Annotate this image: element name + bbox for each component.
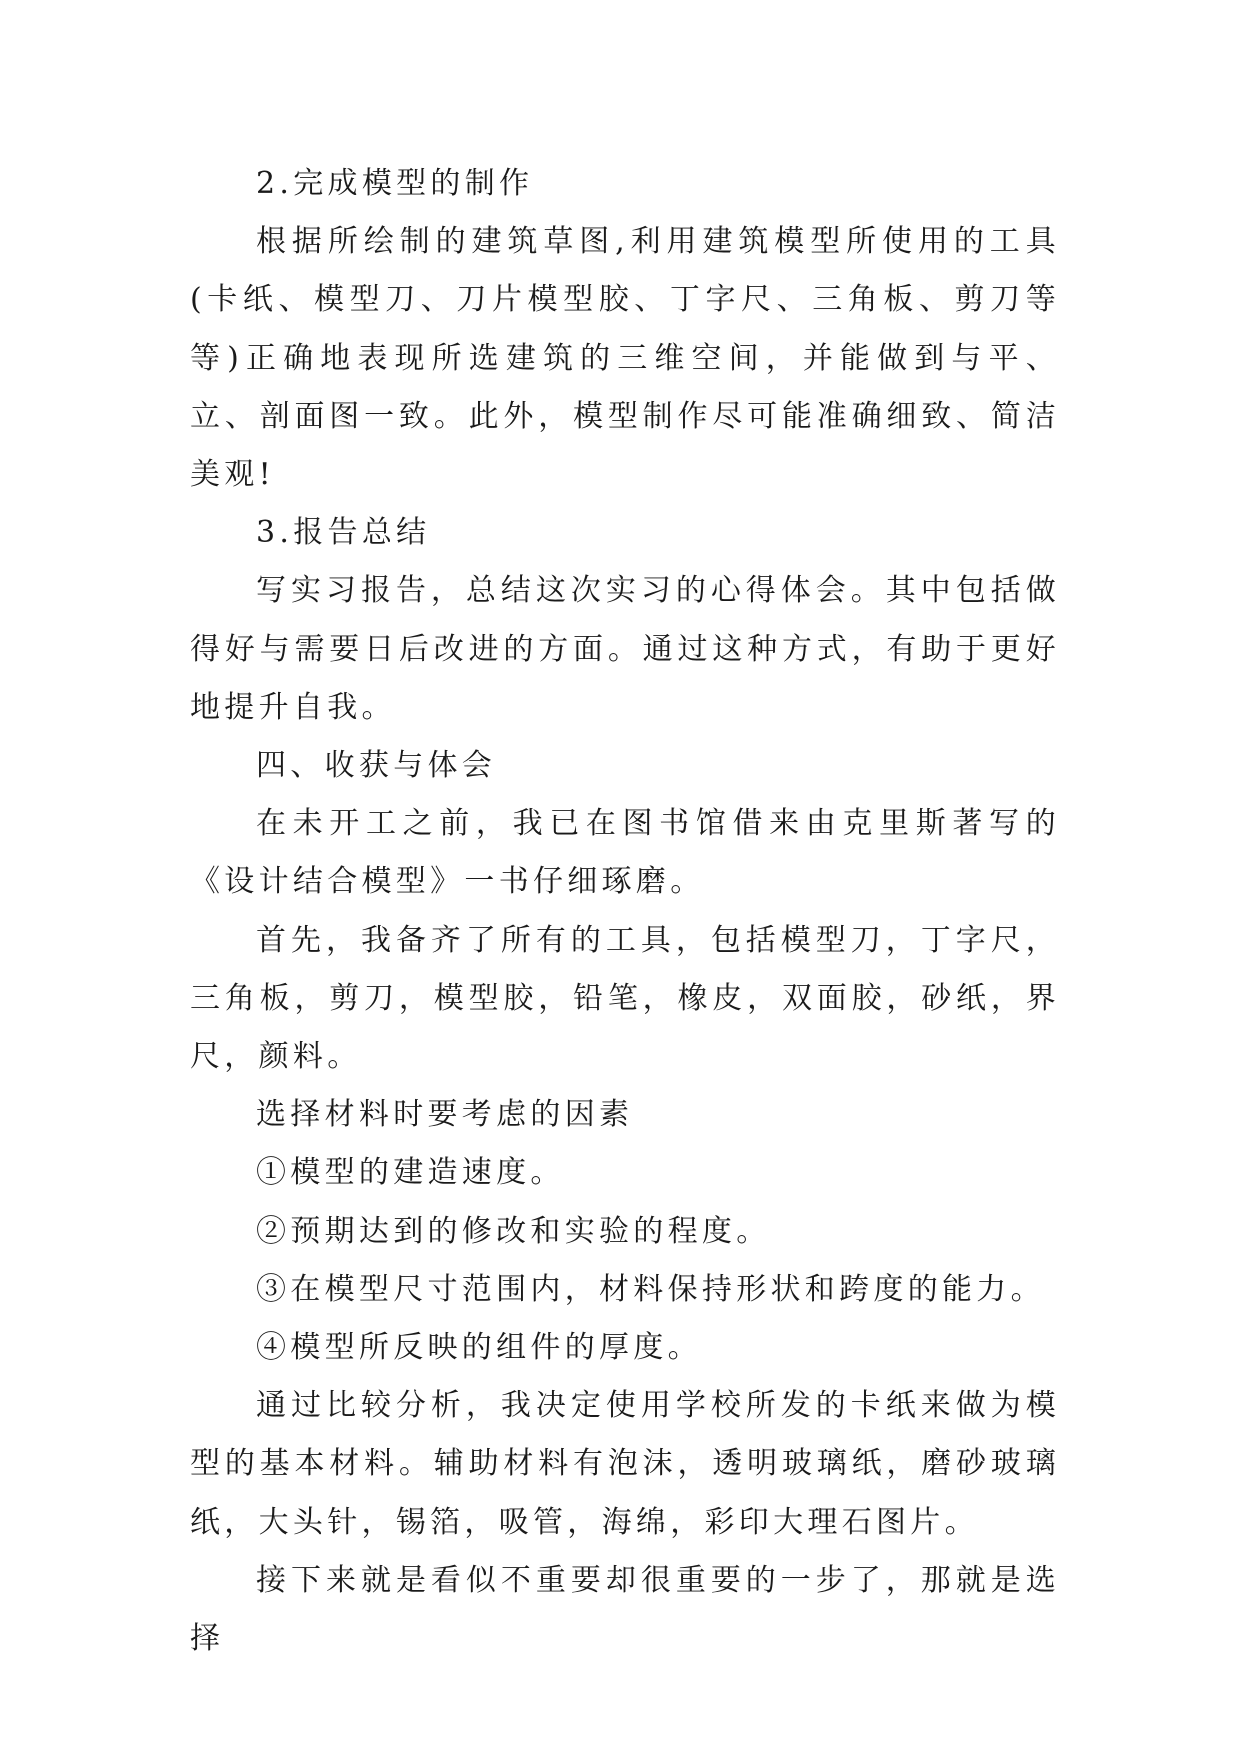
paragraph-next-step: 接下来就是看似不重要却很重要的一步了，那就是选择	[190, 1562, 1060, 1657]
body-text	[190, 155, 1060, 1668]
paragraph-before-start: 在未开工之前，我已在图书馆借来由克里斯著写的《设计结合模型》一书仔细琢磨。	[190, 806, 1060, 900]
paragraph-material-factors-title: 选择材料时要考虑的因素	[256, 1097, 634, 1133]
list-item-factor-3: ③在模型尺寸范围内，材料保持形状和跨度的能力。	[256, 1271, 1045, 1307]
section-heading-report-summary: 3.报告总结	[256, 515, 431, 551]
paragraph-materials-choice: 通过比较分析，我决定使用学校所发的卡纸来做为模型的基本材料。辅助材料有泡沫，透明玻璃纸，磨砂玻璃纸，大头针，锡箔，吸管，海绵，彩印大理石图片。	[190, 1388, 1060, 1540]
section-heading-gains: 四、收获与体会	[256, 748, 497, 784]
paragraph-model-making: 根据所绘制的建筑草图,利用建筑模型所使用的工具(卡纸、模型刀、刀片模型胶、丁字尺、三角板、剪刀等等)正确地表现所选建筑的三维空间，并能做到与平、立、剖面图一致。此外，模型制作尽可能准确细致、简洁美观!	[190, 224, 1060, 493]
paragraph-report-summary: 写实习报告，总结这次实习的心得体会。其中包括做得好与需要日后改进的方面。通过这种方式，有助于更好地提升自我。	[190, 573, 1060, 725]
list-item-factor-2: ②预期达到的修改和实验的程度。	[256, 1213, 771, 1249]
paragraph-tools: 首先，我备齐了所有的工具，包括模型刀，丁字尺，三角板，剪刀，模型胶，铅笔，橡皮，双面胶，砂纸，界尺，颜料。	[190, 922, 1060, 1075]
list-item-factor-4: ④模型所反映的组件的厚度。	[256, 1330, 702, 1366]
section-heading-model-making: 2.完成模型的制作	[256, 166, 534, 201]
list-item-factor-1: ①模型的建造速度。	[256, 1155, 565, 1191]
